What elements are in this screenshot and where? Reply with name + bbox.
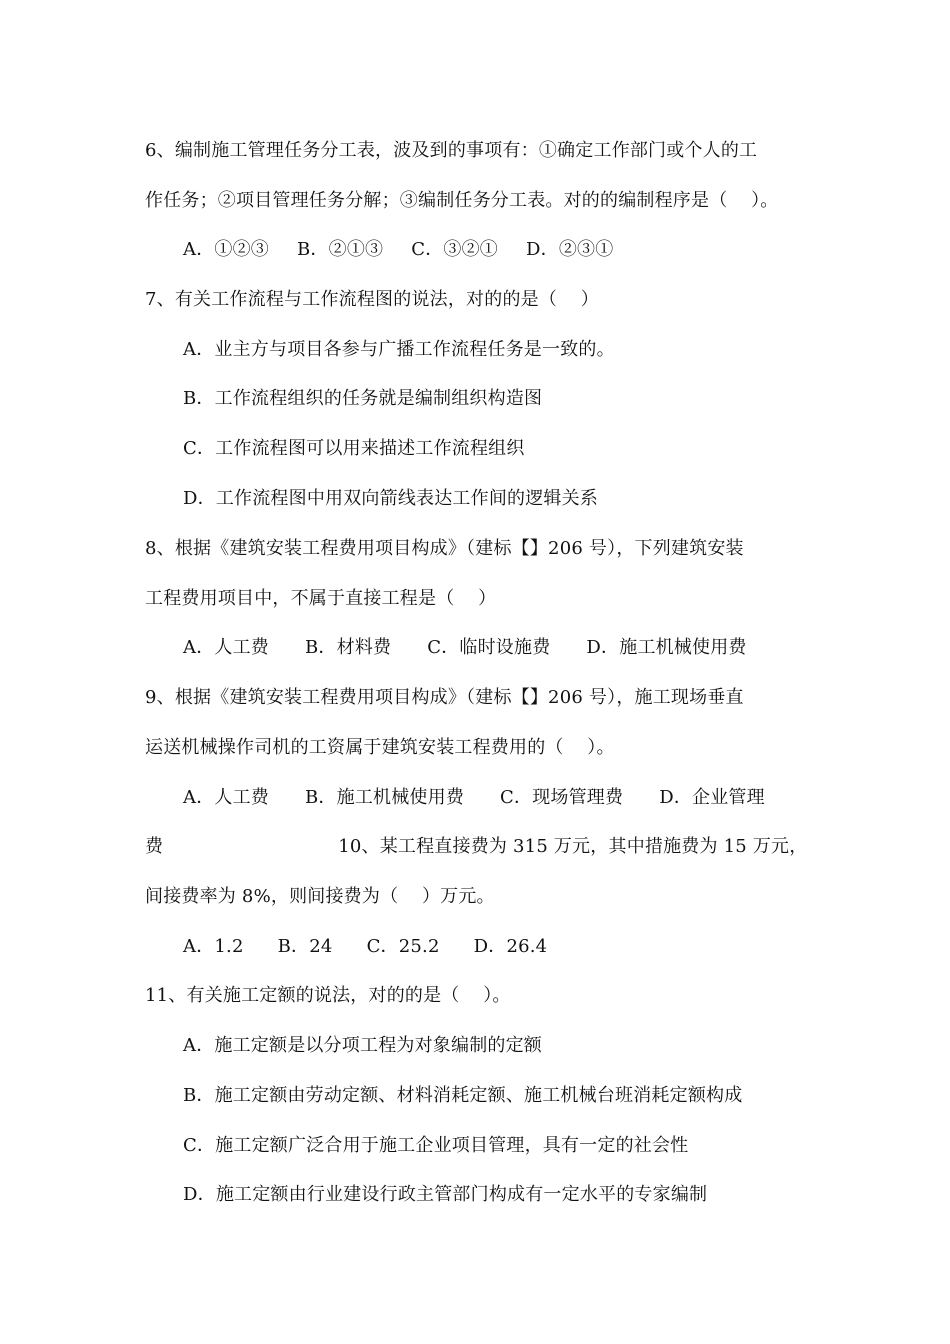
q11-stem: 11、有关施工定额的说法，对的的是（ ）。 bbox=[145, 985, 511, 1006]
q6-options bbox=[183, 235, 613, 265]
q9-stem-line2: 运送机械操作司机的工资属于建筑安装工程费用的（ ）。 bbox=[145, 737, 615, 758]
q11-option-b: B．施工定额由劳动定额、材料消耗定额、施工机械台班消耗定额构成 bbox=[183, 1085, 743, 1106]
q10-stem-line1: 10、某工程直接费为 315 万元，其中措施费为 15 万元， bbox=[338, 836, 808, 857]
q8-option-a: A．人工费 bbox=[183, 637, 269, 658]
q9-option-b: B．施工机械使用费 bbox=[305, 787, 465, 808]
q9-option-d-tail: 费 bbox=[145, 836, 164, 857]
q11-option-a: A．施工定额是以分项工程为对象编制的定额 bbox=[183, 1035, 542, 1056]
q6-option-a: A．①②③ bbox=[183, 239, 269, 260]
q8-option-c: C．临时设施费 bbox=[427, 637, 551, 658]
q6-option-b: B．②①③ bbox=[297, 239, 384, 260]
q10-stem-line2: 间接费率为 8%，则间接费为（ ）万元。 bbox=[145, 886, 495, 907]
q7-stem: 7、有关工作流程与工作流程图的说法，对的的是（ ） bbox=[145, 289, 599, 310]
q7-option-a: A．业主方与项目各参与广播工作流程任务是一致的。 bbox=[183, 339, 615, 360]
q10-options bbox=[183, 932, 547, 962]
q10-option-a: A．1.2 bbox=[183, 936, 244, 957]
q7-option-b: B．工作流程组织的任务就是编制组织构造图 bbox=[183, 388, 543, 409]
q7-option-c: C．工作流程图可以用来描述工作流程组织 bbox=[183, 438, 525, 459]
q10-option-b: B．24 bbox=[277, 936, 333, 957]
q9-option-a: A．人工费 bbox=[183, 787, 269, 808]
q8-stem-line1: 8、根据《建筑安装工程费用项目构成》（建标【】206 号），下列建筑安装 bbox=[145, 538, 744, 559]
q6-option-d: D．②③① bbox=[526, 239, 614, 260]
q8-option-d: D．施工机械使用费 bbox=[586, 637, 747, 658]
q10-option-c: C．25.2 bbox=[366, 936, 440, 957]
q9-tail-q10-line bbox=[145, 832, 807, 862]
q11-option-c: C．施工定额广泛合用于施工企业项目管理，具有一定的社会性 bbox=[183, 1135, 689, 1156]
q8-options bbox=[183, 633, 747, 663]
q8-stem-line2: 工程费用项目中，不属于直接工程是（ ） bbox=[145, 588, 497, 609]
q6-stem-line1: 6、编制施工管理任务分工表，波及到的事项有：①确定工作部门或个人的工 bbox=[145, 140, 758, 161]
q6-stem-line2: 作任务；②项目管理任务分解；③编制任务分工表。对的的编制程序是（ ）。 bbox=[145, 190, 779, 211]
q8-option-b: B．材料费 bbox=[305, 637, 392, 658]
q7-option-d: D．工作流程图中用双向箭线表达工作间的逻辑关系 bbox=[183, 488, 599, 509]
q6-option-c: C．③②① bbox=[411, 239, 499, 260]
q11-option-d: D．施工定额由行业建设行政主管部门构成有一定水平的专家编制 bbox=[183, 1184, 708, 1205]
q9-options bbox=[183, 783, 765, 813]
q9-stem-line1: 9、根据《建筑安装工程费用项目构成》（建标【】206 号），施工现场垂直 bbox=[145, 687, 744, 708]
q10-option-d: D．26.4 bbox=[473, 936, 548, 957]
q9-option-c: C．现场管理费 bbox=[500, 787, 624, 808]
q9-option-d: D．企业管理 bbox=[659, 787, 765, 808]
